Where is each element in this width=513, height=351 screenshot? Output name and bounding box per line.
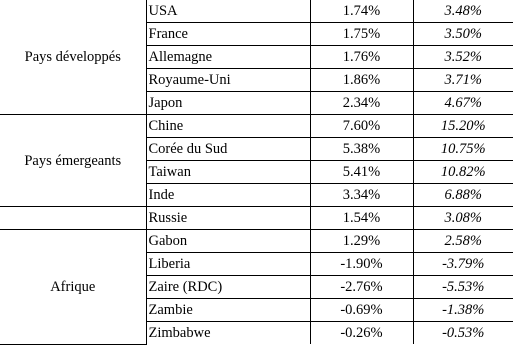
value-cell: 1.29% [310, 230, 413, 253]
value-cell: 2.34% [310, 92, 413, 115]
table-row [0, 0, 513, 23]
group-label [0, 207, 146, 230]
value-cell: -2.76% [310, 276, 413, 299]
value-cell: 5.38% [310, 138, 413, 161]
country-cell: Corée du Sud [146, 138, 310, 161]
value-cell: 1.54% [310, 207, 413, 230]
doubled-value-cell: 3.48% [413, 0, 513, 23]
country-cell: Gabon [146, 230, 310, 253]
country-cell: Taiwan [146, 161, 310, 184]
group-label: Pays développés [0, 0, 146, 115]
doubled-value-cell: 3.50% [413, 23, 513, 46]
country-cell: France [146, 23, 310, 46]
table-row [0, 207, 513, 230]
country-cell: Royaume-Uni [146, 69, 310, 92]
country-cell: Allemagne [146, 46, 310, 69]
table-row [0, 115, 513, 138]
value-cell: 3.34% [310, 184, 413, 207]
doubled-value-cell: 6.88% [413, 184, 513, 207]
value-cell: 1.86% [310, 69, 413, 92]
value-cell: -0.26% [310, 322, 413, 345]
doubled-value-cell: 15.20% [413, 115, 513, 138]
country-cell: Russie [146, 207, 310, 230]
country-cell: Zimbabwe [146, 322, 310, 345]
doubled-value-cell: 10.75% [413, 138, 513, 161]
country-cell: Zaire (RDC) [146, 276, 310, 299]
country-cell: Japon [146, 92, 310, 115]
group-label: Pays émergeants [0, 115, 146, 207]
doubled-value-cell: 4.67% [413, 92, 513, 115]
value-cell: -1.90% [310, 253, 413, 276]
value-cell: 1.76% [310, 46, 413, 69]
doubled-value-cell: 10.82% [413, 161, 513, 184]
value-cell: 1.74% [310, 0, 413, 23]
country-cell: Zambie [146, 299, 310, 322]
doubled-value-cell: -3.79% [413, 253, 513, 276]
doubled-value-cell: 3.52% [413, 46, 513, 69]
country-cell: USA [146, 0, 310, 23]
doubled-value-cell: 3.71% [413, 69, 513, 92]
doubled-value-cell: -5.53% [413, 276, 513, 299]
value-cell: 7.60% [310, 115, 413, 138]
value-cell: 1.75% [310, 23, 413, 46]
doubled-value-cell: 3.08% [413, 207, 513, 230]
value-cell: -0.69% [310, 299, 413, 322]
table-row [0, 230, 513, 253]
doubled-value-cell: -0.53% [413, 322, 513, 345]
doubled-value-cell: -1.38% [413, 299, 513, 322]
value-cell: 5.41% [310, 161, 413, 184]
country-cell: Inde [146, 184, 310, 207]
doubled-value-cell: 2.58% [413, 230, 513, 253]
country-cell: Chine [146, 115, 310, 138]
group-label: Afrique [0, 230, 146, 345]
country-cell: Liberia [146, 253, 310, 276]
